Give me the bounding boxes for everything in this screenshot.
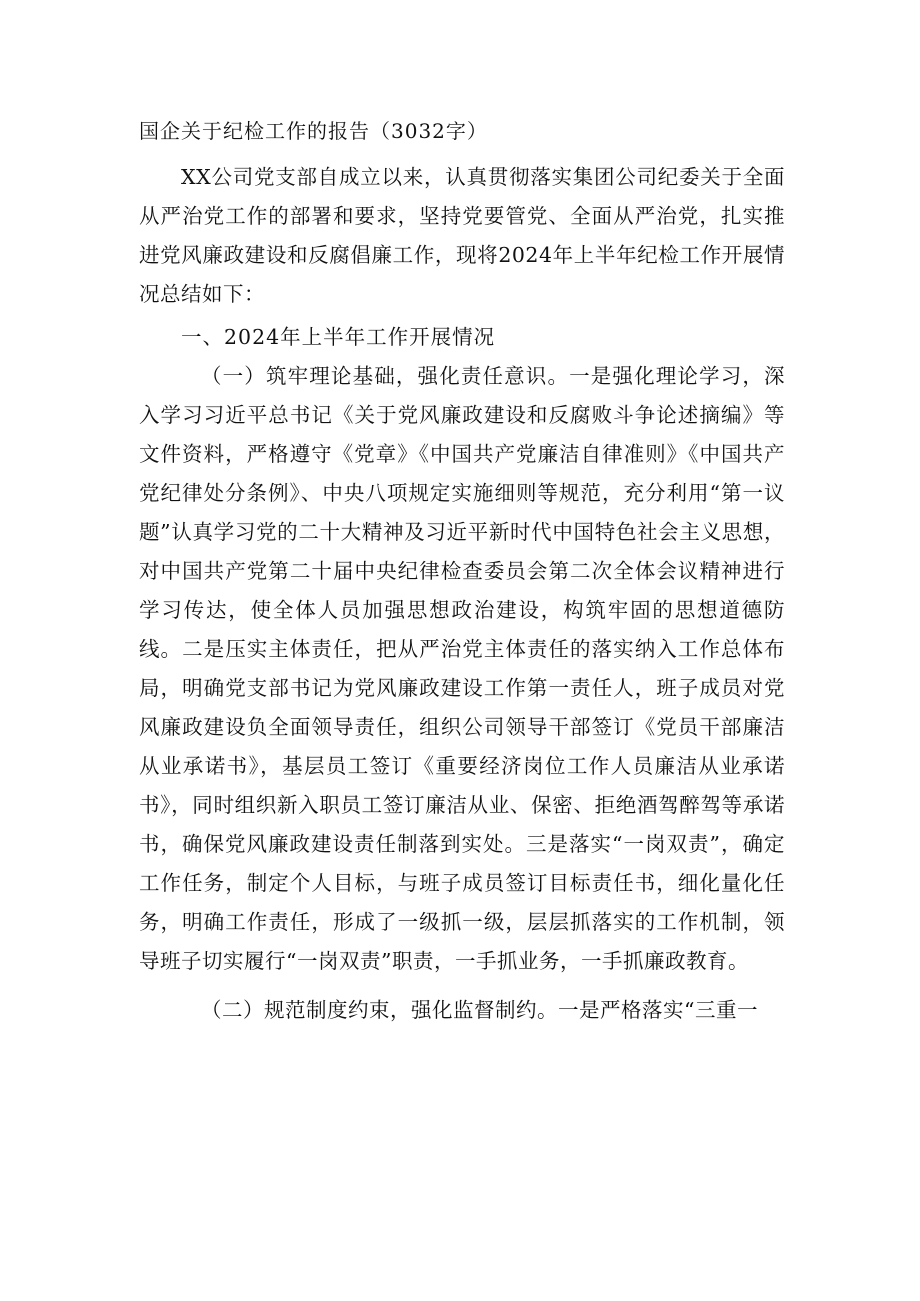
section-heading: 一、2024年上半年工作开展情况 <box>181 325 496 349</box>
subsection-paragraph-1: （一）筑牢理论基础，强化责任意识。一是强化理论学习，深入学习习近平总书记《关于党风廉政建设和反腐败斗争论述摘编》等文件资料，严格遵守《党章》《中国共产党廉洁自律准则》《中国共产党纪律处分条例》、中央八项规定实施细则等规范，充分利用“第一议题”认真学习党的二十大精神及习近平新时代中国特色社会主义思想，对中国共产党第二十届中央纪律检查委员会第二次全体会议精神进行学习传达，使全体人员加强思想政治建设，构筑牢固的思想道德防线。二是压实主体责任，把从严治党主体责任的落实纳入工作总体布局，明确党支部书记为党风廉政建设工作第一责任人，班子成员对党风廉政建设负全面领导责任，组织公司领导干部签订《党员干部廉洁从业承诺书》，基层员工签订《重要经济岗位工作人员廉洁从业承诺书》，同时组织新入职员工签订廉洁从业、保密、拒绝酒驾醉驾等承诺书，确保党风廉政建设责任制落到实处。三是落实“一岗双责”，确定工作任务，制定个人目标，与班子成员签订目标责任书，细化量化任务，明确工作责任，形成了一级抓一级，层层抓落实的工作机制，领导班子切实履行“一岗双责”职责，一手抓业务，一手抓廉政教育。 <box>139 364 785 973</box>
subsection-paragraph-2: （二）规范制度约束，强化监督制约。一是严格落实“三重一 <box>201 998 758 1022</box>
document-title: 国企关于纪检工作的报告（3032字） <box>139 119 488 143</box>
intro-paragraph: XX公司党支部自成立以来，认真贯彻落实集团公司纪委关于全面从严治党工作的部署和要求，坚持党要管党、全面从严治党，扎实推进党风廉政建设和反腐倡廉工作，现将2024年上半年纪检工作开展情况总结如下： <box>139 165 785 306</box>
document-body <box>139 116 785 1030</box>
